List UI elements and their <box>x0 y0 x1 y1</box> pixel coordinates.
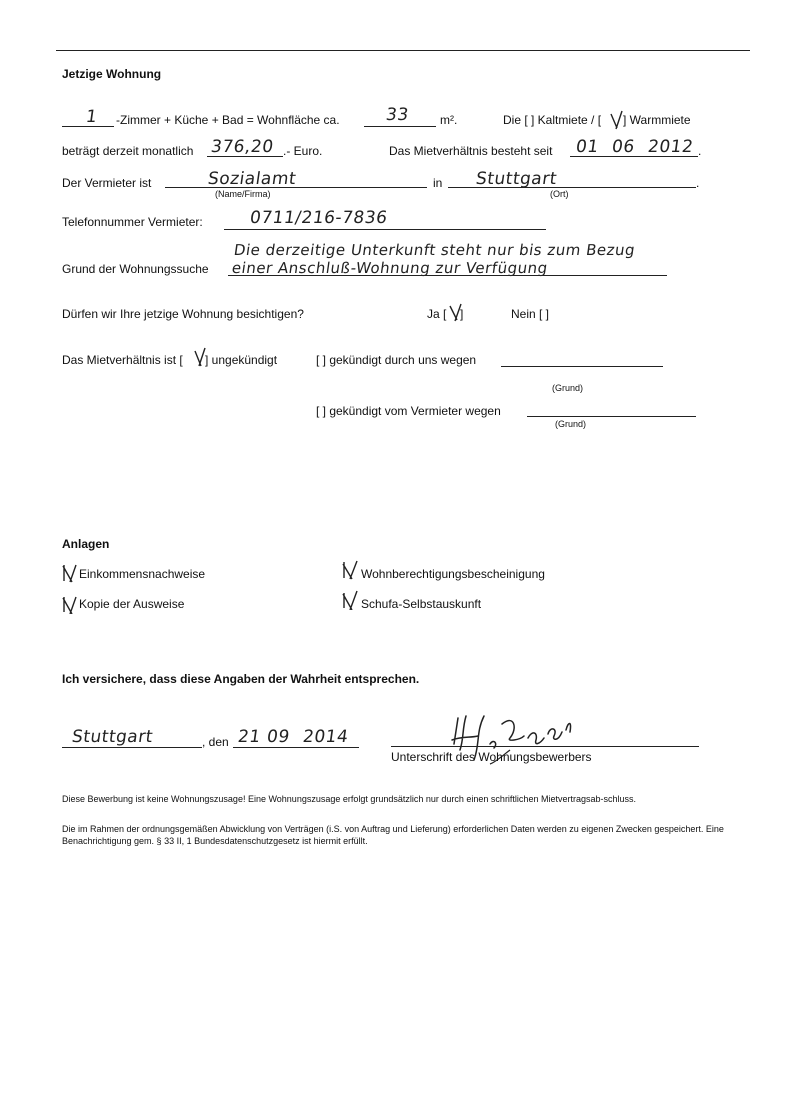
city-dot: . <box>696 176 700 190</box>
rent-close: ] Warmmiete <box>623 113 691 127</box>
schufa-check-mark[interactable] <box>342 590 358 610</box>
top-rule <box>56 50 750 51</box>
rooms-text: -Zimmer + Küche + Bad = Wohnfläche ca. <box>116 113 340 127</box>
income-check-mark[interactable] <box>62 563 78 583</box>
date-line <box>233 747 359 748</box>
section-heading: Jetzige Wohnung <box>62 67 162 81</box>
attachment-income: Einkommensnachweise <box>79 567 206 581</box>
footer-notice-2: Die im Rahmen der ordnungsgemäßen Abwicklung von Verträgen (i.S. von Auftrag und Lieferung) erforderlichen Daten werden zu eigenen Zwecken gespeichert. Eine Benachrichtigung gem. § 33 II, 1 Bundesdatenschutzgesetz ist hiermit erfüllt. <box>62 824 724 846</box>
signature-place: Stuttgart <box>70 727 155 747</box>
since-line <box>570 156 698 157</box>
tenancy-label: Das Mietverhältnis ist [ <box>62 353 183 367</box>
landlord-label: Der Vermieter ist <box>62 176 152 190</box>
den-label: , den <box>202 735 229 749</box>
signature-line <box>391 746 699 747</box>
id-copy-check-mark[interactable] <box>62 594 78 614</box>
wbs-check-mark[interactable] <box>342 560 358 580</box>
footer-notice-1: Diese Bewerbung ist keine Wohnungszusage! Eine Wohnungszusage erfolgt grundsätzlich nur durch einen schriftlichen Mietvertragsab-schluss. <box>62 794 636 804</box>
rent-amount-line <box>207 156 283 157</box>
landlord-value: Sozialamt <box>206 169 298 189</box>
rent-amount: 376,20 <box>209 137 275 157</box>
reason-label: Grund der Wohnungssuche <box>62 262 209 276</box>
uncancelled-label: ] ungekündigt <box>205 353 278 367</box>
signature-date-year: 2014 <box>301 727 350 747</box>
city-value: Stuttgart <box>474 169 559 189</box>
phone-label: Telefonnummer Vermieter: <box>62 215 203 229</box>
city-caption: (Ort) <box>550 189 569 199</box>
reason-line-1: Die derzeitige Unterkunft steht nur bis zum Bezug <box>232 241 637 259</box>
rooms-value: 1 <box>84 107 99 127</box>
area-unit: m². <box>440 113 458 127</box>
since-day: 01 <box>574 137 601 157</box>
landlord-line <box>165 187 427 188</box>
reason-line <box>228 275 667 276</box>
cancelled-by-us[interactable]: [ ] gekündigt durch uns wegen <box>316 353 477 367</box>
since-month: 06 <box>610 137 637 157</box>
inspect-yes: Ja [ <box>427 307 447 321</box>
grund-caption-1: (Grund) <box>552 383 584 393</box>
rent-intro: Die [ ] Kaltmiete / [ <box>503 113 602 127</box>
phone-value: 0711/216-7836 <box>248 208 389 228</box>
place-line <box>62 747 202 748</box>
since-dot: . <box>698 144 702 158</box>
area-value: 33 <box>384 105 411 125</box>
cancelled-by-landlord-line <box>527 416 696 417</box>
rooms-line <box>62 126 114 127</box>
since-label: Das Mietverhältnis besteht seit <box>389 144 553 158</box>
grund-caption-2: (Grund) <box>555 419 587 429</box>
phone-line <box>224 229 546 230</box>
inspect-yes-close: ] <box>460 307 464 321</box>
cancelled-by-landlord[interactable]: [ ] gekündigt vom Vermieter wegen <box>316 404 501 418</box>
signature-label: Unterschrift des Wohnungsbewerbers <box>391 750 592 764</box>
attachment-schufa: Schufa-Selbstauskunft <box>361 597 482 611</box>
signature-date-month: 09 <box>265 727 292 747</box>
monthly-label: beträgt derzeit monatlich <box>62 144 194 158</box>
declaration: Ich versichere, dass diese Angaben der Wahrheit entsprechen. <box>62 672 420 686</box>
reason-line-2: einer Anschluß-Wohnung zur Verfügung <box>230 259 549 277</box>
signature-date-day: 21 <box>236 727 263 747</box>
since-year: 2012 <box>646 137 695 157</box>
inspect-label: Dürfen wir Ihre jetzige Wohnung besichtigen? <box>62 307 304 321</box>
cancelled-by-us-line <box>501 366 663 367</box>
in-label: in <box>433 176 443 190</box>
attachments-heading: Anlagen <box>62 537 110 551</box>
inspect-no[interactable]: Nein [ ] <box>511 307 550 321</box>
currency-label: .- Euro. <box>283 144 323 158</box>
area-line <box>364 126 436 127</box>
city-line <box>448 187 696 188</box>
landlord-caption: (Name/Firma) <box>215 189 271 199</box>
attachment-wbs: Wohnberechtigungsbescheinigung <box>361 567 545 581</box>
attachment-id-copy: Kopie der Ausweise <box>79 597 185 611</box>
